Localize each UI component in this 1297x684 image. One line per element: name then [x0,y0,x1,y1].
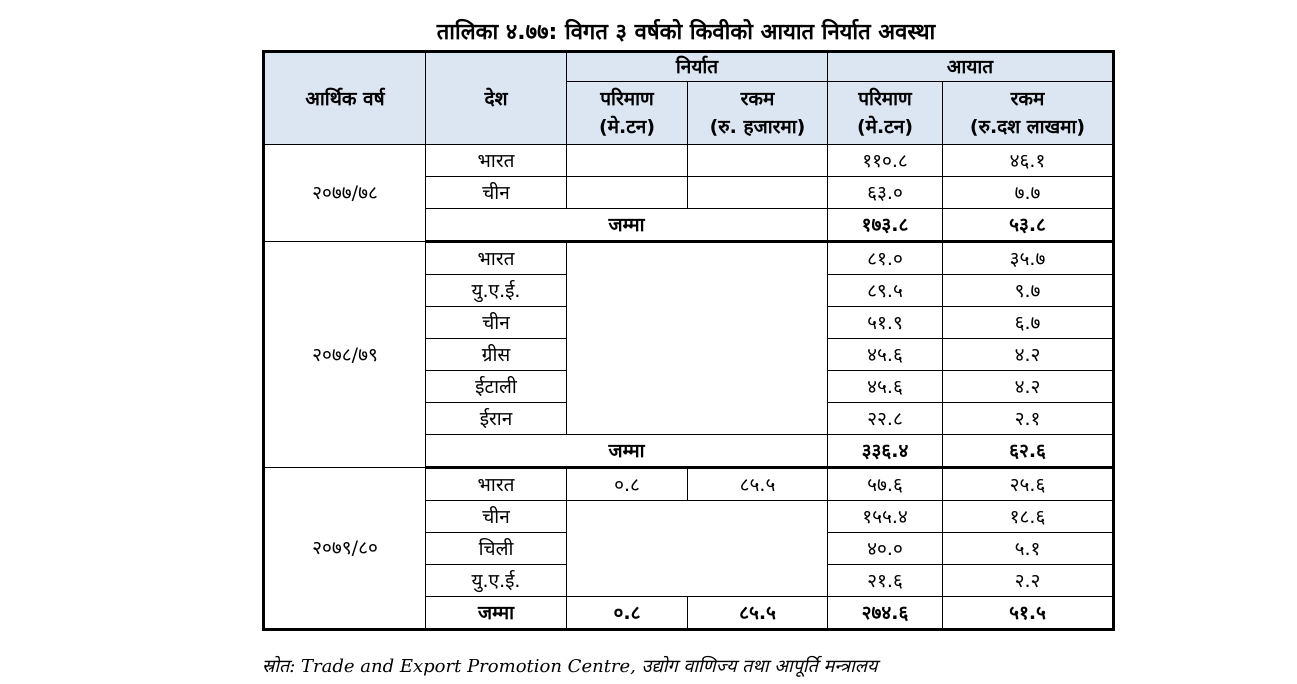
import-quantity-cell: ५१.९ [828,307,943,339]
fiscal-year-cell: २०७९/८० [264,468,426,630]
import-quantity-cell: ४५.६ [828,371,943,403]
header-import-amount: रकम (रु.दश लाखमा) [943,82,1114,145]
fiscal-year-cell: २०७७/७८ [264,145,426,242]
table-row [264,468,1114,501]
total-import-quantity: ३३६.४ [828,435,943,468]
import-amount-cell: ७.७ [943,177,1114,209]
country-cell: चिली [426,533,567,565]
country-cell: ईरान [426,403,567,435]
table-title: तालिका ४.७७: विगत ३ वर्षको किवीको आयात निर्यात अवस्था [436,20,936,45]
country-cell: भारत [426,242,567,275]
import-quantity-cell: २१.६ [828,565,943,597]
total-import-amount: ६२.६ [943,435,1114,468]
total-label: जम्मा [426,435,828,468]
header-country: देश [426,52,567,145]
country-cell: चीन [426,177,567,209]
fiscal-year-cell: २०७८/७९ [264,242,426,468]
import-quantity-cell: ५७.६ [828,468,943,501]
import-quantity-cell: ६३.० [828,177,943,209]
country-cell: भारत [426,468,567,501]
import-quantity-cell: २२.८ [828,403,943,435]
export-quantity-cell: ०.८ [567,468,688,501]
import-amount-cell: ४६.१ [943,145,1114,177]
export-empty-block [567,501,828,597]
header-fiscal-year: आर्थिक वर्ष [264,52,426,145]
import-quantity-cell: ४०.० [828,533,943,565]
import-quantity-cell: ८१.० [828,242,943,275]
import-amount-cell: ४.२ [943,339,1114,371]
total-import-quantity: २७४.६ [828,597,943,630]
export-empty-block [567,242,828,435]
export-amount-cell [688,145,828,177]
import-amount-cell: २५.६ [943,468,1114,501]
export-amount-cell [688,177,828,209]
import-amount-cell: ९.७ [943,275,1114,307]
header-import: आयात [828,52,1114,82]
total-label: जम्मा [426,597,567,630]
country-cell: चीन [426,307,567,339]
country-cell: ईटाली [426,371,567,403]
export-quantity-cell [567,177,688,209]
import-quantity-cell: ४५.६ [828,339,943,371]
kiwi-trade-table [262,50,1115,631]
country-cell: भारत [426,145,567,177]
total-label: जम्मा [426,209,828,242]
total-export-amount: ८५.५ [688,597,828,630]
import-quantity-cell: ८९.५ [828,275,943,307]
country-cell: चीन [426,501,567,533]
total-export-quantity: ०.८ [567,597,688,630]
import-quantity-cell: १५५.४ [828,501,943,533]
import-quantity-cell: ११०.८ [828,145,943,177]
header-export-quantity: परिमाण (मे.टन) [567,82,688,145]
header-export: निर्यात [567,52,828,82]
country-cell: ग्रीस [426,339,567,371]
header-import-quantity: परिमाण (मे.टन) [828,82,943,145]
country-cell: यु.ए.ई. [426,275,567,307]
total-import-amount: ५१.५ [943,597,1114,630]
import-amount-cell: ५.१ [943,533,1114,565]
table-row [264,242,1114,275]
import-amount-cell: ४.२ [943,371,1114,403]
import-amount-cell: २.१ [943,403,1114,435]
import-amount-cell: २.२ [943,565,1114,597]
country-cell: यु.ए.ई. [426,565,567,597]
total-import-amount: ५३.८ [943,209,1114,242]
export-amount-cell: ८५.५ [688,468,828,501]
import-amount-cell: १८.६ [943,501,1114,533]
header-export-amount: रकम (रु. हजारमा) [688,82,828,145]
total-import-quantity: १७३.८ [828,209,943,242]
source-note: स्रोत: Trade and Export Promotion Centre, उद्योग वाणिज्य तथा आपूर्ति मन्त्रालय [262,656,878,677]
import-amount-cell: ६.७ [943,307,1114,339]
table-row [264,145,1114,177]
import-amount-cell: ३५.७ [943,242,1114,275]
export-quantity-cell [567,145,688,177]
